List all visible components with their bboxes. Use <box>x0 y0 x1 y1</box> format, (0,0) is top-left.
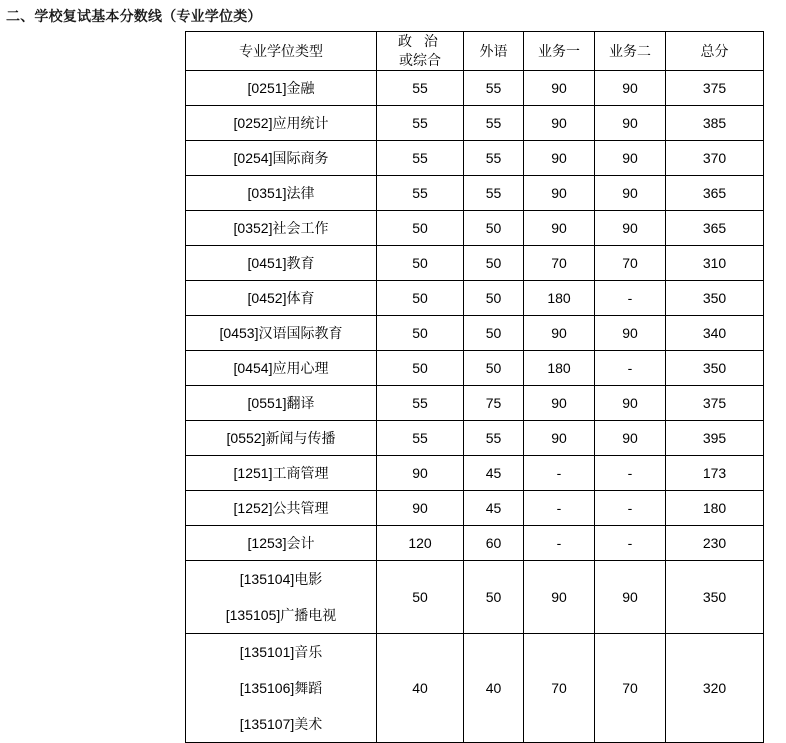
cell-foreign: 55 <box>464 176 524 211</box>
cell-total: 350 <box>666 561 764 634</box>
cell-foreign: 45 <box>464 456 524 491</box>
cell-business1: 90 <box>524 141 595 176</box>
cell-politics: 50 <box>377 211 464 246</box>
cell-major: [0453]汉语国际教育 <box>186 316 377 351</box>
cell-foreign: 75 <box>464 386 524 421</box>
cell-business1: 180 <box>524 351 595 386</box>
table-row <box>186 176 764 211</box>
table-row <box>186 456 764 491</box>
table-row <box>186 141 764 176</box>
table-row <box>186 106 764 141</box>
cell-total: 173 <box>666 456 764 491</box>
cell-total: 310 <box>666 246 764 281</box>
cell-major: [0454]应用心理 <box>186 351 377 386</box>
table-row <box>186 351 764 386</box>
cell-major: [0551]翻译 <box>186 386 377 421</box>
cell-business1: 70 <box>524 634 595 743</box>
cell-major: [0352]社会工作 <box>186 211 377 246</box>
cell-business2: 90 <box>595 71 666 106</box>
cell-total: 340 <box>666 316 764 351</box>
cell-major: [0552]新闻与传播 <box>186 421 377 456</box>
table-row <box>186 211 764 246</box>
page-title: 二、学校复试基本分数线（专业学位类） <box>6 8 262 24</box>
cell-foreign: 45 <box>464 491 524 526</box>
score-table-container <box>185 31 764 743</box>
cell-business2: - <box>595 351 666 386</box>
cell-foreign: 40 <box>464 634 524 743</box>
cell-major-line: [135101]音乐 <box>239 644 323 660</box>
cell-business2: 90 <box>595 176 666 211</box>
cell-total: 375 <box>666 386 764 421</box>
cell-major: [1251]工商管理 <box>186 456 377 491</box>
cell-business2: - <box>595 281 666 316</box>
cell-major: [0254]国际商务 <box>186 141 377 176</box>
cell-total: 320 <box>666 634 764 743</box>
cell-foreign: 55 <box>464 106 524 141</box>
cell-foreign: 55 <box>464 71 524 106</box>
cell-total: 365 <box>666 176 764 211</box>
cell-foreign: 55 <box>464 421 524 456</box>
cell-business2: 90 <box>595 561 666 634</box>
column-header-politics <box>377 32 464 71</box>
cell-foreign: 50 <box>464 281 524 316</box>
cell-major: [1252]公共管理 <box>186 491 377 526</box>
cell-total: 350 <box>666 281 764 316</box>
cell-major-multi <box>186 561 377 634</box>
cell-business2: - <box>595 491 666 526</box>
cell-major-line: [135107]美术 <box>239 716 323 732</box>
cell-foreign: 50 <box>464 316 524 351</box>
cell-business1: 90 <box>524 421 595 456</box>
column-header-major: 专业学位类型 <box>186 32 377 71</box>
cell-politics: 55 <box>377 141 464 176</box>
cell-politics: 55 <box>377 71 464 106</box>
table-row <box>186 561 764 634</box>
column-header-politics-line2: 或综合 <box>399 52 441 68</box>
table-head <box>186 32 764 71</box>
cell-business1: 90 <box>524 106 595 141</box>
column-header-business2: 业务二 <box>595 32 666 71</box>
cell-politics: 90 <box>377 491 464 526</box>
cell-politics: 120 <box>377 526 464 561</box>
cell-major: [0451]教育 <box>186 246 377 281</box>
cell-foreign: 55 <box>464 141 524 176</box>
cell-major-line: [135106]舞蹈 <box>239 680 323 696</box>
cell-major: [0452]体育 <box>186 281 377 316</box>
table-row <box>186 281 764 316</box>
cell-foreign: 50 <box>464 561 524 634</box>
column-header-foreign: 外语 <box>464 32 524 71</box>
cell-business2: - <box>595 456 666 491</box>
cell-foreign: 50 <box>464 246 524 281</box>
cell-total: 395 <box>666 421 764 456</box>
score-table <box>185 31 764 743</box>
cell-business1: 70 <box>524 246 595 281</box>
cell-major-line: [135105]广播电视 <box>225 607 337 623</box>
cell-business1: - <box>524 491 595 526</box>
cell-business2: 90 <box>595 421 666 456</box>
cell-politics: 50 <box>377 281 464 316</box>
cell-total: 385 <box>666 106 764 141</box>
cell-business1: 90 <box>524 386 595 421</box>
cell-politics: 55 <box>377 106 464 141</box>
column-header-total: 总分 <box>666 32 764 71</box>
cell-business1: 90 <box>524 211 595 246</box>
cell-business1: 90 <box>524 176 595 211</box>
cell-foreign: 60 <box>464 526 524 561</box>
cell-total: 180 <box>666 491 764 526</box>
table-row <box>186 491 764 526</box>
cell-foreign: 50 <box>464 351 524 386</box>
table-row <box>186 421 764 456</box>
table-row <box>186 526 764 561</box>
table-row <box>186 634 764 743</box>
cell-total: 350 <box>666 351 764 386</box>
cell-total: 370 <box>666 141 764 176</box>
table-body <box>186 71 764 743</box>
cell-business2: 90 <box>595 141 666 176</box>
cell-total: 375 <box>666 71 764 106</box>
cell-business1: 90 <box>524 316 595 351</box>
table-row <box>186 316 764 351</box>
cell-major: [0351]法律 <box>186 176 377 211</box>
cell-business1: - <box>524 456 595 491</box>
cell-business1: 90 <box>524 71 595 106</box>
cell-major: [1253]会计 <box>186 526 377 561</box>
cell-business2: 90 <box>595 211 666 246</box>
cell-business1: 180 <box>524 281 595 316</box>
table-row <box>186 386 764 421</box>
cell-politics: 40 <box>377 634 464 743</box>
cell-politics: 55 <box>377 176 464 211</box>
cell-total: 365 <box>666 211 764 246</box>
cell-politics: 50 <box>377 351 464 386</box>
cell-business2: 90 <box>595 106 666 141</box>
table-row <box>186 246 764 281</box>
table-row <box>186 71 764 106</box>
cell-politics: 50 <box>377 561 464 634</box>
cell-politics: 90 <box>377 456 464 491</box>
cell-business2: 90 <box>595 316 666 351</box>
cell-major: [0252]应用统计 <box>186 106 377 141</box>
cell-business2: 70 <box>595 246 666 281</box>
cell-major-multi <box>186 634 377 743</box>
cell-politics: 50 <box>377 316 464 351</box>
cell-business2: 90 <box>595 386 666 421</box>
cell-politics: 55 <box>377 386 464 421</box>
cell-business1: - <box>524 526 595 561</box>
cell-business2: 70 <box>595 634 666 743</box>
cell-total: 230 <box>666 526 764 561</box>
cell-major: [0251]金融 <box>186 71 377 106</box>
cell-politics: 55 <box>377 421 464 456</box>
table-header-row <box>186 32 764 71</box>
cell-business2: - <box>595 526 666 561</box>
column-header-politics-line1: 政 治 <box>398 33 442 49</box>
cell-business1: 90 <box>524 561 595 634</box>
cell-major-line: [135104]电影 <box>239 571 323 587</box>
column-header-business1: 业务一 <box>524 32 595 71</box>
cell-politics: 50 <box>377 246 464 281</box>
cell-foreign: 50 <box>464 211 524 246</box>
